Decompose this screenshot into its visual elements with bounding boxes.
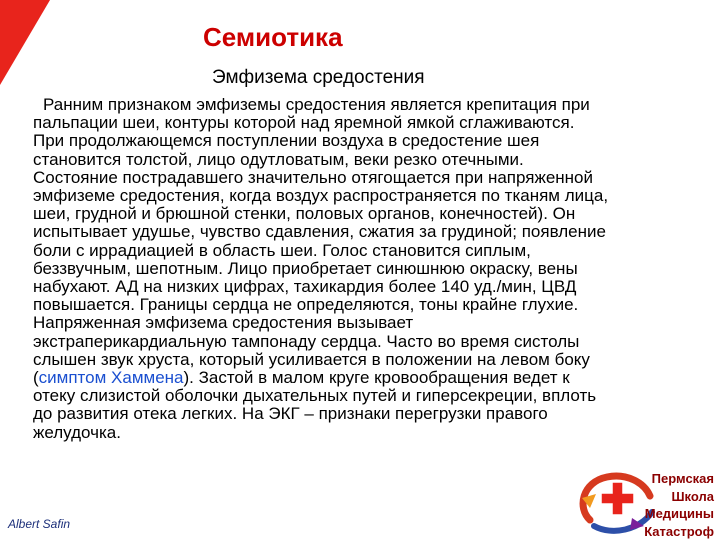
body-line: становится толстой, лицо одутловатым, веки резко отечными. [33,149,524,169]
body-line: При продолжающемся поступлении воздуха в средостение шея [33,131,540,151]
corner-decoration-icon [0,0,50,85]
author-signature: Albert Safin [8,517,71,531]
body-line: Состояние пострадавшего значительно отягощается при напряженной [33,167,594,187]
body-line: экстраперикардиальную тампонаду сердца. Часто во время систолы [33,331,580,351]
body-line: испытывает удушье, чувство сдавления, сжатия за грудиной; появление [33,222,606,242]
body-line: эмфиземе средостения, когда воздух распространяется по тканям лица, [33,186,609,206]
body-line: Ранним признаком эмфиземы средостения является крепитация при [43,95,590,114]
school-name-line: Школа [671,488,714,504]
page-title: Семиотика [203,22,343,52]
body-line: желудочка. [33,422,121,442]
school-name-line: Медицины [644,506,714,521]
hamman-sign-link[interactable]: симптом Хаммена [38,368,184,388]
body-line: до развития отека легких. На ЭКГ – признаки перегрузки правого [33,404,548,424]
body-line: пальпации шеи, контуры которой над яремной ямкой сглаживаются. [33,113,575,133]
body-line-with-link [33,369,703,387]
body-line: слышен звук хруста, который усиливается в положении на левом боку [33,349,590,369]
body-line: повышается. Границы сердца не определяются, тоны крайне глухие. [33,295,579,315]
school-name [624,470,714,540]
line-continuation: ). Застой в малом круге кровообращения ведет к [183,368,570,388]
school-name-line: Катастроф [644,523,714,539]
body-line: набухают. АД на низких цифрах, тахикардия более 140 уд./мин, ЦВД [33,277,577,297]
body-line: беззвучным, шепотным. Лицо приобретает синюшнюю окраску, вены [33,258,578,278]
body-line: Напряженная эмфизема средостения вызывает [33,313,414,333]
paren-open: ( [33,368,39,388]
body-line: отеку слизистой оболочки дыхательных путей и гиперсекреции, вплоть [33,386,597,406]
body-line: боли с иррадиацией в область шеи. Голос становится сиплым, [33,240,531,260]
page-subtitle: Эмфизема средостения [212,67,425,88]
school-name-line: Пермская [651,471,714,486]
body-line: шеи, грудной и брюшной стенки, половых органов, конечностей). Он [33,204,576,224]
body-text [33,96,703,442]
